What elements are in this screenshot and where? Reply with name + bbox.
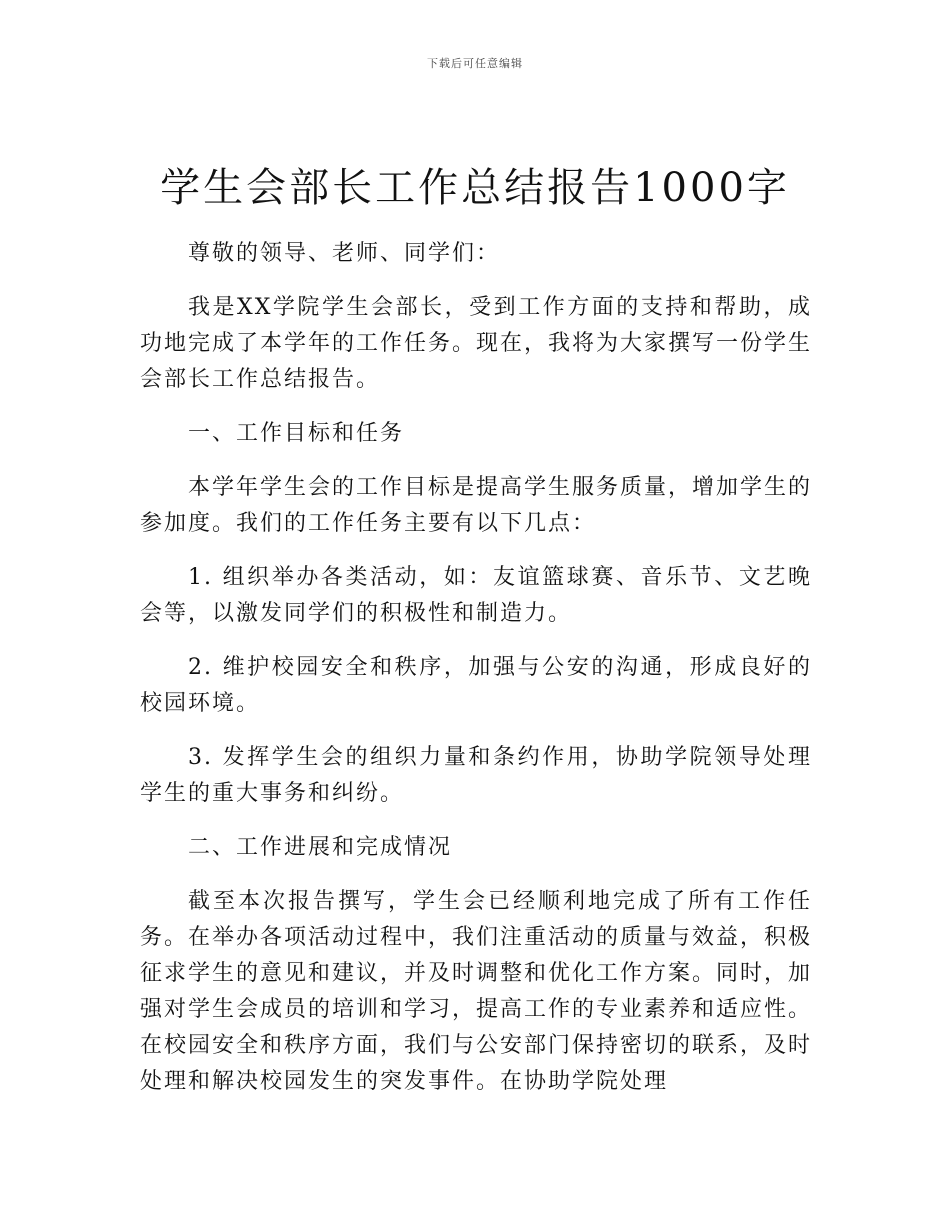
section-heading-progress: 二、工作进展和完成情况 — [188, 835, 453, 860]
task-item-3: 3. 发挥学生会的组织力量和条约作用，协助学院领导处理学生的重大事务和纠纷。 — [140, 745, 812, 806]
task-item-1: 1. 组织举办各类活动，如：友谊篮球赛、音乐节、文艺晚会等，以激发同学们的积极性和制造力。 — [140, 565, 812, 626]
document-title: 学生会部长工作总结报告1000字 — [160, 165, 790, 211]
intro-paragraph: 我是XX学院学生会部长，受到工作方面的支持和帮助，成功地完成了本学年的工作任务。现在，我将为大家撰写一份学生会部长工作总结报告。 — [140, 295, 813, 392]
document-body — [140, 236, 812, 1118]
section-heading-goals: 一、工作目标和任务 — [188, 421, 405, 446]
salutation-paragraph: 尊敬的领导、老师、同学们： — [188, 241, 501, 266]
task-item-2: 2. 维护校园安全和秩序，加强与公安的沟通，形成良好的校园环境。 — [140, 655, 812, 716]
goals-paragraph: 本学年学生会的工作目标是提高学生服务质量，增加学生的参加度。我们的工作任务主要有以下几点： — [140, 475, 813, 536]
progress-paragraph: 截至本次报告撰写，学生会已经顺利地完成了所有工作任务。在举办各项活动过程中，我们注重活动的质量与效益，积极征求学生的意见和建议，并及时调整和优化工作方案。同时，加强对学生会成员的培训和学习，提高工作的专业素养和适应性。在校园安全和秩序方面，我们与公安部门保持密切的联系，及时处理和解决校园发生的突发事件。在协助学院处理 — [140, 889, 813, 1094]
page-header-note: 下载后可任意编辑 — [427, 57, 523, 70]
